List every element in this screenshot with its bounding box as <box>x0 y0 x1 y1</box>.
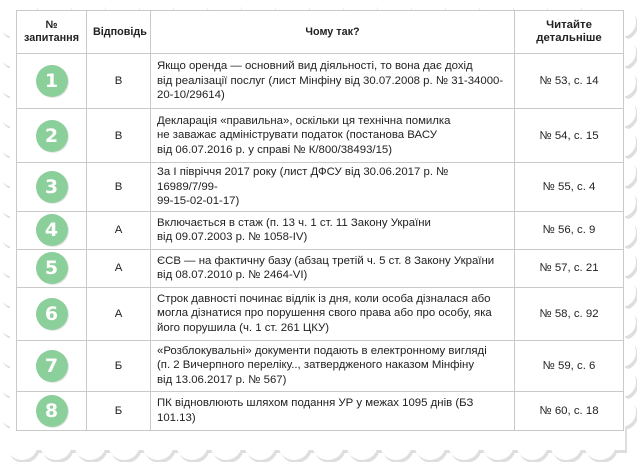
explanation-cell: За І півріччя 2017 року (лист ДФСУ від 30.06.2017 р. № 16989/7/99- 99-15-02-01-17) <box>151 163 515 212</box>
question-number-badge: 6 <box>36 298 68 330</box>
answer-cell: А <box>87 249 151 287</box>
explanation-cell: Включається в стаж (п. 13 ч. 1 ст. 11 Закону України від 09.07.2003 р. № 1058-IV) <box>151 211 515 249</box>
table-row <box>17 54 624 109</box>
table-row <box>17 211 624 249</box>
reference-cell: № 58, с. 92 <box>515 287 624 340</box>
explanation-cell: ПК відновлюють шляхом подання УР у межах 1095 днів (БЗ 101.13) <box>151 391 515 430</box>
table-row <box>17 109 624 163</box>
question-number-cell <box>17 54 87 109</box>
question-number-cell <box>17 287 87 340</box>
reference-cell: № 60, с. 18 <box>515 391 624 430</box>
answer-cell: Б <box>87 340 151 391</box>
explanation-cell: ЄСВ — на фактичну базу (абзац третій ч. 5 ст. 8 Закону України від 08.07.2010 р. № 2464-VI) <box>151 249 515 287</box>
question-number-badge: 3 <box>36 171 68 203</box>
reference-cell: № 54, с. 15 <box>515 109 624 163</box>
reference-cell: № 57, с. 21 <box>515 249 624 287</box>
question-number-cell <box>17 391 87 430</box>
table-row <box>17 249 624 287</box>
question-number-cell <box>17 249 87 287</box>
answers-table <box>16 10 624 431</box>
table-header-row <box>17 11 624 54</box>
header-read-more: Читайте детальніше <box>515 11 624 54</box>
question-number-cell <box>17 340 87 391</box>
question-number-badge: 5 <box>36 252 68 284</box>
explanation-cell: Якщо оренда — основний вид діяльності, то вона дає дохід від реалізації послуг (лист Мінфіну від 30.07.2008 р. № 31-34000- 20-10/29614) <box>151 54 515 109</box>
answer-cell: А <box>87 211 151 249</box>
question-number-badge: 7 <box>36 350 68 382</box>
table-row <box>17 163 624 212</box>
question-number-badge: 8 <box>36 395 68 427</box>
table-row <box>17 391 624 430</box>
header-why: Чому так? <box>151 11 515 54</box>
reference-cell: № 53, с. 14 <box>515 54 624 109</box>
explanation-cell: Декларація «правильна», оскільки ця технічна помилка не заважає адмініструвати податок (постанова ВАСУ від 06.07.2016 р. у справі № К/800/38493/15) <box>151 109 515 163</box>
question-number-cell <box>17 163 87 212</box>
reference-cell: № 59, с. 6 <box>515 340 624 391</box>
header-question-number: № запитання <box>17 11 87 54</box>
reference-cell: № 56, с. 9 <box>515 211 624 249</box>
question-number-cell <box>17 211 87 249</box>
explanation-cell: Строк давності починає відлік із дня, коли особа дізналася або могла дізнатися про порушення свого права або про особу, яка його порушила (ч. 1 ст. 261 ЦКУ) <box>151 287 515 340</box>
table-row <box>17 340 624 391</box>
table-row <box>17 287 624 340</box>
answer-cell: Б <box>87 391 151 430</box>
reference-cell: № 55, с. 4 <box>515 163 624 212</box>
answer-cell: В <box>87 54 151 109</box>
answer-cell: В <box>87 163 151 212</box>
question-number-badge: 4 <box>36 214 68 246</box>
header-answer: Відповідь <box>87 11 151 54</box>
answer-cell: В <box>87 109 151 163</box>
question-number-cell <box>17 109 87 163</box>
explanation-cell: «Розблокувальні» документи подають в електронному вигляді (п. 2 Вичерпного переліку.., затвердженого наказом Мінфіну від 13.06.2017 р. № 567) <box>151 340 515 391</box>
question-number-badge: 2 <box>36 120 68 152</box>
question-number-badge: 1 <box>36 65 68 97</box>
answer-cell: А <box>87 287 151 340</box>
